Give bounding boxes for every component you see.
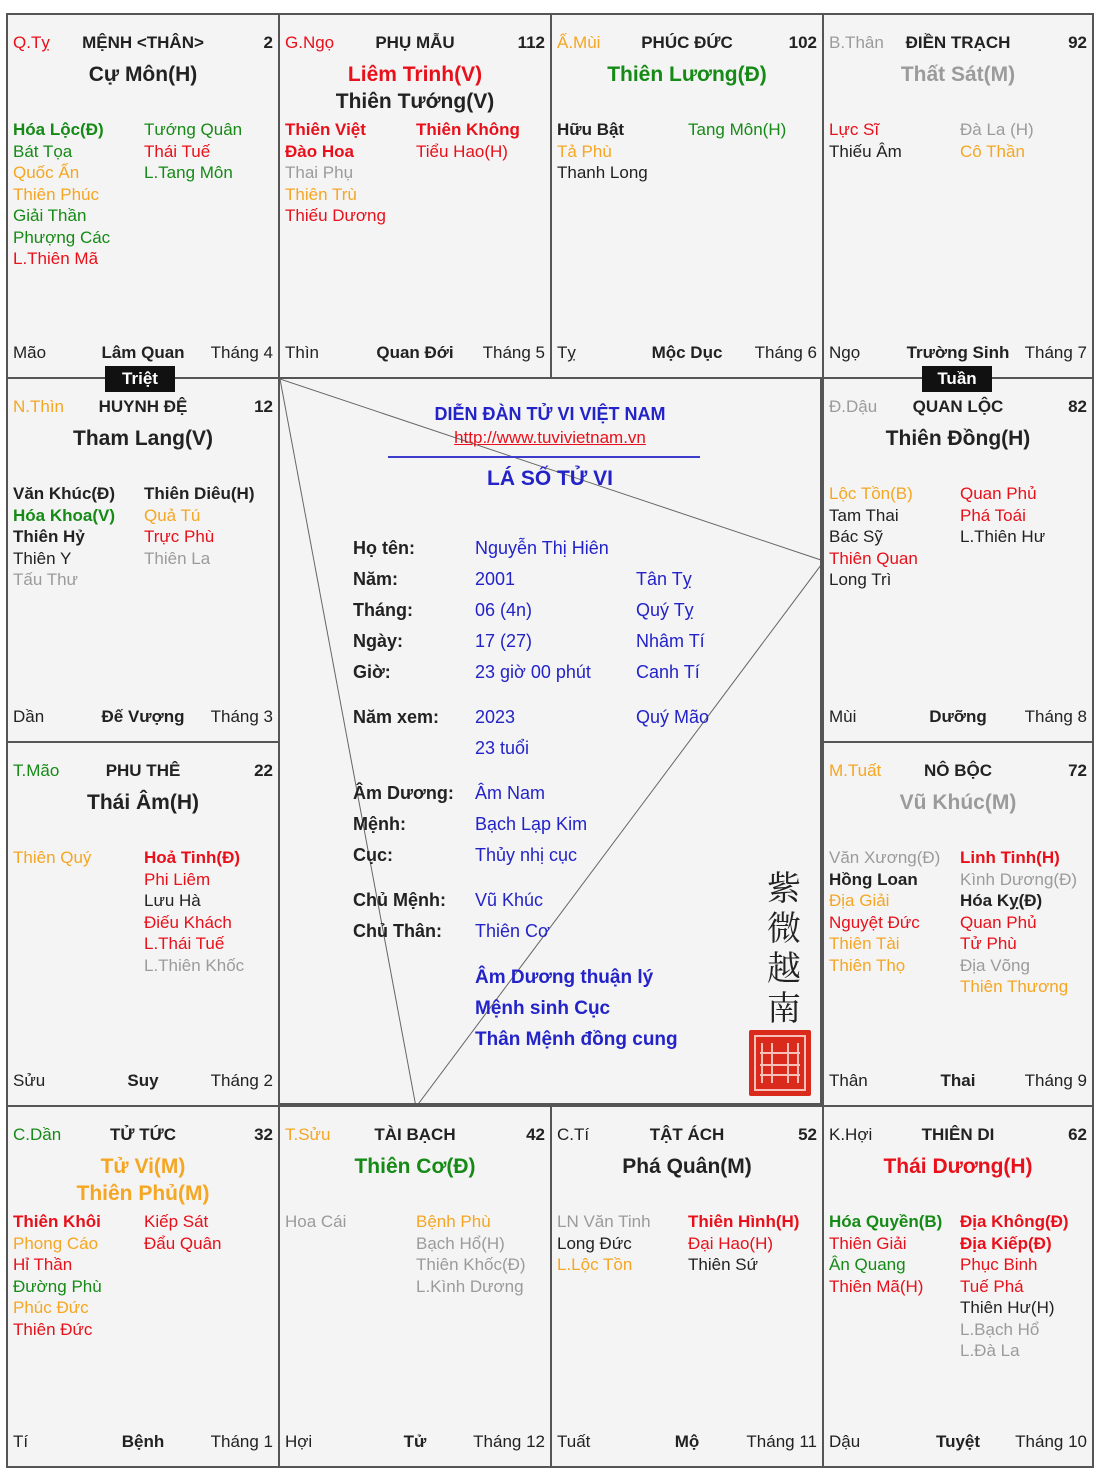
minor-star: Thiên Trù	[285, 184, 357, 204]
minor-star: Ân Quang	[829, 1255, 906, 1274]
life-stage: Đế Vượng	[101, 707, 185, 726]
value-gio: 23 giờ 00 phút	[475, 662, 591, 682]
life-stage: Mộc Dục	[651, 343, 723, 362]
palace-header	[13, 1125, 273, 1147]
palace-age: 112	[517, 33, 545, 52]
minor-stars-left	[829, 1211, 942, 1297]
palace-footer	[13, 343, 273, 365]
minor-star: Hóa Quyền(B)	[829, 1212, 943, 1231]
minor-star: L.Kình Dương	[416, 1276, 524, 1296]
minor-star: Phá Toái	[960, 505, 1026, 525]
main-star: Thiên Cơ(Đ)	[354, 1155, 476, 1178]
minor-star: Hóa Khoa(V)	[13, 505, 115, 525]
glyph-viet: 越	[767, 949, 801, 989]
palace-can-chi: T.Mão	[13, 761, 60, 780]
glyph-tu: 紫	[767, 869, 801, 909]
minor-star: Thiên Hư(H)	[960, 1298, 1055, 1317]
main-stars	[824, 425, 1092, 452]
minor-star: Kiếp Sát	[144, 1212, 209, 1231]
minor-stars-left	[13, 483, 115, 591]
minor-star: Quốc Ấn	[13, 163, 80, 182]
minor-star: L.Lộc Tồn	[557, 1255, 633, 1274]
palace-footer	[557, 343, 817, 365]
minor-star: Thiên Diêu(H)	[144, 484, 255, 503]
minor-star: Thai Phụ	[285, 163, 354, 182]
palace-can-chi: K.Hợi	[829, 1125, 873, 1144]
palace-footer	[829, 707, 1087, 729]
main-star: Thái Dương(H)	[883, 1155, 1033, 1178]
palace-cell	[822, 13, 1094, 379]
palace-name: TỬ TỨC	[110, 1125, 176, 1144]
main-stars	[8, 61, 278, 88]
palace-branch: Sửu	[13, 1071, 46, 1090]
palace-month: Tháng 10	[1015, 1432, 1087, 1451]
minor-star: Thiên Sứ	[688, 1255, 758, 1274]
minor-star: Thanh Long	[557, 163, 648, 182]
palace-month: Tháng 12	[473, 1432, 545, 1451]
minor-stars-right	[960, 1211, 1069, 1362]
minor-star: Văn Khúc(Đ)	[13, 484, 115, 503]
palace-can-chi: M.Tuất	[829, 761, 882, 780]
value-tuoi: 23 tuổi	[475, 738, 530, 758]
minor-star: Tướng Quân	[144, 120, 243, 139]
minor-star: Điếu Khách	[144, 912, 232, 932]
palace-branch: Hợi	[285, 1432, 313, 1451]
palace-age: 12	[254, 397, 273, 416]
minor-star: Thiên Y	[13, 548, 72, 568]
main-star: Thiên Phủ(M)	[76, 1182, 210, 1205]
palace-header	[285, 1125, 545, 1147]
life-stage: Dưỡng	[929, 707, 987, 726]
life-stage: Suy	[127, 1071, 159, 1090]
palace-branch: Mùi	[829, 707, 857, 726]
forum-url[interactable]: http://www.tuvivietnam.vn	[454, 428, 646, 447]
main-star: Thái Âm(H)	[87, 791, 199, 814]
minor-star: Hóa Lộc(Đ)	[13, 120, 104, 139]
palace-branch: Dậu	[829, 1432, 861, 1451]
minor-stars-left	[557, 1211, 651, 1276]
palace-cell	[6, 377, 280, 743]
palace-age: 82	[1068, 397, 1087, 416]
title-divider	[388, 456, 700, 458]
minor-star: Thiên La	[144, 548, 211, 568]
minor-star: L.Thiên Khốc	[144, 955, 245, 975]
label-am-duong: Âm Dương:	[353, 783, 454, 803]
minor-star: Địa Võng	[960, 955, 1030, 975]
minor-star: Lực Sĩ	[829, 120, 880, 139]
minor-star: Địa Giải	[829, 891, 890, 910]
palace-age: 22	[254, 761, 273, 780]
minor-star: Thiên Khốc(Đ)	[416, 1255, 526, 1274]
minor-stars-left	[829, 483, 918, 591]
palace-age: 2	[263, 33, 273, 52]
minor-stars-left	[557, 119, 648, 184]
palace-branch: Dần	[13, 707, 45, 726]
minor-star: Quan Phủ	[960, 484, 1037, 503]
minor-star: Hồng Loan	[829, 869, 918, 889]
main-star: Cự Môn(H)	[88, 63, 198, 86]
minor-star: Bạch Hổ(H)	[416, 1233, 505, 1253]
minor-star: Kình Dương(Đ)	[960, 869, 1078, 889]
minor-stars-right	[416, 1211, 526, 1297]
palace-can-chi: N.Thìn	[13, 397, 65, 416]
life-stage: Tuyệt	[935, 1432, 981, 1451]
main-star: Phá Quân(M)	[622, 1155, 752, 1178]
minor-star: Thiếu Dương	[285, 206, 386, 225]
palace-cell	[278, 13, 552, 379]
palace-age: 32	[254, 1125, 273, 1144]
minor-star: Đào Hoa	[285, 141, 354, 161]
palace-branch: Thìn	[285, 343, 320, 362]
minor-star: Đà La (H)	[960, 120, 1034, 139]
minor-stars-right	[960, 119, 1034, 162]
main-stars	[8, 425, 278, 452]
minor-stars-left	[285, 119, 386, 227]
palace-name: PHÚC ĐỨC	[641, 33, 733, 52]
minor-star: L.Thái Tuế	[144, 934, 225, 953]
chart-center	[278, 377, 822, 1105]
main-stars	[280, 1153, 550, 1180]
palace-age: 72	[1068, 761, 1087, 780]
palace-header	[285, 33, 545, 55]
palace-name: PHU THÊ	[105, 761, 181, 780]
minor-star: Thiên Khôi	[13, 1212, 101, 1231]
label-ngay: Ngày:	[353, 631, 404, 651]
palace-month: Tháng 4	[210, 343, 273, 362]
minor-stars-left	[829, 119, 902, 162]
palace-branch: Mão	[13, 343, 47, 362]
palace-branch: Ngọ	[829, 343, 861, 362]
minor-star: Tang Môn(H)	[688, 120, 787, 139]
palace-month: Tháng 7	[1024, 343, 1087, 362]
palace-header	[829, 397, 1087, 419]
value-nam-can: Tân Tỵ	[636, 569, 692, 589]
palace-footer	[285, 1432, 545, 1454]
label-menh: Mệnh:	[353, 814, 406, 834]
tuvi-chart	[6, 13, 1094, 1468]
value-thang-can: Quý Tỵ	[636, 600, 694, 620]
minor-star: L.Thiên Mã	[13, 249, 99, 268]
minor-stars-right	[144, 119, 242, 184]
minor-star: Thiên Phúc	[13, 184, 99, 204]
palace-header	[13, 397, 273, 419]
palace-branch: Tí	[13, 1432, 29, 1451]
palace-name: ĐIỀN TRẠCH	[905, 33, 1011, 52]
palace-footer	[829, 343, 1087, 365]
label-ho-ten: Họ tên:	[353, 538, 415, 558]
main-star: Thiên Tướng(V)	[335, 90, 495, 113]
palace-can-chi: T.Sửu	[285, 1125, 331, 1144]
main-stars	[8, 789, 278, 816]
label-cuc: Cục:	[353, 845, 393, 865]
minor-star: Long Đức	[557, 1233, 632, 1253]
palace-can-chi: C.Tí	[557, 1125, 590, 1144]
minor-star: Phi Liêm	[144, 869, 211, 889]
value-ho-ten: Nguyễn Thị Hiên	[475, 538, 609, 558]
palace-name: TẬT ÁCH	[649, 1125, 725, 1144]
minor-star: Phúc Đức	[13, 1298, 89, 1317]
palace-footer	[829, 1071, 1087, 1093]
main-star: Liêm Trinh(V)	[347, 63, 483, 86]
palace-name: TÀI BẠCH	[374, 1125, 456, 1144]
palace-header	[829, 33, 1087, 55]
label-chu-menh: Chủ Mệnh:	[353, 890, 446, 910]
palace-month: Tháng 6	[754, 343, 817, 362]
palace-branch: Thân	[829, 1071, 868, 1090]
minor-stars-right	[688, 1211, 799, 1276]
minor-star: Tấu Thư	[13, 570, 78, 589]
minor-star: Phục Binh	[960, 1255, 1038, 1274]
triet-badge: Triệt	[105, 366, 175, 392]
note-than-menh: Thân Mệnh đồng cung	[475, 1029, 678, 1050]
minor-star: Hoa Cái	[285, 1212, 347, 1231]
minor-stars-left	[13, 847, 91, 869]
minor-star: L.Tang Môn	[144, 163, 233, 182]
minor-star: Tam Thai	[829, 505, 899, 525]
palace-age: 42	[526, 1125, 545, 1144]
palace-month: Tháng 3	[210, 707, 273, 726]
main-stars	[824, 789, 1092, 816]
palace-footer	[557, 1432, 817, 1454]
palace-header	[829, 761, 1087, 783]
minor-stars-right	[960, 847, 1077, 998]
value-cuc: Thủy nhị cục	[475, 845, 578, 865]
tuan-badge: Tuần	[922, 366, 992, 392]
palace-footer	[285, 343, 545, 365]
palace-month: Tháng 8	[1024, 707, 1087, 726]
minor-star: L.Đà La	[960, 1341, 1020, 1360]
palace-month: Tháng 5	[482, 343, 545, 362]
palace-cell	[6, 1105, 280, 1468]
main-stars	[824, 61, 1092, 88]
value-am-duong: Âm Nam	[475, 783, 546, 803]
palace-branch: Tuất	[557, 1432, 591, 1451]
minor-star: Tiểu Hao(H)	[416, 141, 508, 161]
minor-star: Quả Tú	[144, 505, 201, 525]
palace-month: Tháng 1	[210, 1432, 273, 1451]
main-star: Thiên Lương(Đ)	[607, 63, 767, 86]
minor-star: Thiên Hỷ	[13, 527, 85, 546]
palace-header	[829, 1125, 1087, 1147]
palace-can-chi: Q.Tỵ	[13, 33, 50, 52]
palace-can-chi: Đ.Dậu	[829, 397, 878, 416]
palace-name: THIÊN DI	[921, 1125, 995, 1144]
main-star: Tham Lang(V)	[73, 427, 213, 450]
palace-cell	[822, 1105, 1094, 1468]
value-nam: 2001	[475, 569, 516, 589]
palace-age: 52	[798, 1125, 817, 1144]
label-gio: Giờ:	[353, 662, 391, 682]
minor-star: L.Bạch Hổ	[960, 1319, 1040, 1339]
minor-star: Tả Phù	[557, 141, 612, 161]
value-gio-can: Canh Tí	[636, 662, 700, 682]
palace-name: NÔ BỘC	[924, 761, 992, 780]
palace-cell	[6, 741, 280, 1107]
value-nam-xem: 2023	[475, 707, 516, 727]
main-stars	[8, 1153, 278, 1207]
minor-stars-right	[688, 119, 786, 141]
palace-header	[557, 33, 817, 55]
label-nam-xem: Năm xem:	[353, 707, 440, 727]
palace-header	[13, 761, 273, 783]
main-star: Tử Vi(M)	[100, 1155, 186, 1178]
minor-star: Đẩu Quân	[144, 1233, 222, 1253]
minor-stars-right	[416, 119, 520, 162]
palace-cell	[550, 1105, 824, 1468]
note-menh-cuc: Mệnh sinh Cục	[475, 998, 611, 1019]
palace-cell	[6, 13, 280, 379]
minor-star: L.Thiên Hư	[960, 527, 1046, 546]
minor-star: Địa Không(Đ)	[960, 1212, 1069, 1231]
palace-footer	[13, 707, 273, 729]
minor-star: Tuế Phá	[960, 1276, 1024, 1296]
palace-can-chi: Ấ.Mùi	[557, 33, 601, 52]
main-star: Thiên Đồng(H)	[885, 427, 1031, 450]
minor-star: Thiên Tài	[829, 934, 900, 953]
minor-star: Thiên Hình(H)	[688, 1212, 800, 1231]
palace-cell	[822, 377, 1094, 743]
palace-name: MỆNH <THÂN>	[82, 33, 204, 52]
palace-cell	[822, 741, 1094, 1107]
palace-cell	[550, 13, 824, 379]
palace-age: 102	[788, 33, 817, 52]
palace-age: 92	[1068, 33, 1087, 52]
minor-star: Thiên Giải	[829, 1233, 907, 1253]
palace-header	[13, 33, 273, 55]
palace-branch: Tỵ	[557, 343, 576, 362]
value-menh: Bạch Lạp Kim	[475, 814, 588, 834]
minor-star: Lưu Hà	[144, 891, 201, 910]
minor-star: Thiên Đức	[13, 1319, 93, 1339]
minor-stars-left	[13, 119, 110, 270]
palace-age: 62	[1068, 1125, 1087, 1144]
main-stars	[824, 1153, 1092, 1180]
value-chu-than: Thiên Cơ	[475, 921, 550, 941]
minor-star: Giải Thần	[13, 206, 87, 225]
note-am-duong: Âm Dương thuận lý	[475, 967, 654, 988]
minor-star: Hóa Kỵ(Đ)	[960, 891, 1043, 910]
minor-star: Quan Phủ	[960, 912, 1037, 932]
palace-name: HUYNH ĐỆ	[98, 397, 188, 416]
palace-name: QUAN LỘC	[912, 397, 1004, 416]
glyph-vi: 微	[767, 909, 801, 949]
life-stage: Quan Đới	[376, 343, 454, 362]
minor-stars-right	[960, 483, 1045, 548]
minor-star: Linh Tinh(H)	[960, 848, 1060, 867]
minor-star: Tử Phù	[960, 934, 1017, 953]
minor-stars-left	[829, 847, 940, 976]
label-thang: Tháng:	[353, 600, 413, 620]
life-stage: Mộ	[674, 1432, 700, 1451]
minor-star: Bệnh Phù	[416, 1212, 491, 1231]
palace-month: Tháng 11	[746, 1432, 817, 1451]
value-chu-menh: Vũ Khúc	[475, 890, 544, 910]
minor-star: Địa Kiếp(Đ)	[960, 1233, 1052, 1253]
minor-star: Trực Phù	[144, 527, 215, 546]
minor-star: Phượng Các	[13, 227, 111, 247]
minor-star: Bác Sỹ	[829, 527, 883, 546]
palace-footer	[13, 1071, 273, 1093]
palace-can-chi: G.Ngọ	[285, 33, 335, 52]
label-chu-than: Chủ Thân:	[353, 921, 442, 941]
palace-name: PHỤ MẪU	[375, 33, 455, 52]
value-ngay-can: Nhâm Tí	[636, 631, 705, 651]
minor-star: Thiên Không	[416, 120, 520, 139]
life-stage: Lâm Quan	[101, 343, 185, 362]
minor-star: Thiên Mã(H)	[829, 1276, 924, 1296]
minor-stars-right	[144, 1211, 222, 1254]
life-stage: Tử	[403, 1432, 427, 1451]
minor-star: Thiếu Âm	[829, 141, 902, 161]
minor-stars-right	[144, 483, 255, 569]
palace-cell	[278, 1105, 552, 1468]
palace-month: Tháng 9	[1024, 1071, 1087, 1090]
palace-header	[557, 1125, 817, 1147]
life-stage: Trường Sinh	[906, 343, 1010, 362]
palace-can-chi: C.Dần	[13, 1125, 62, 1144]
value-ngay: 17 (27)	[475, 631, 533, 651]
minor-stars-right	[144, 847, 244, 976]
minor-star: Nguyệt Đức	[829, 912, 920, 932]
minor-star: Lộc Tồn(B)	[829, 484, 913, 503]
red-seal-icon	[748, 1029, 812, 1097]
forum-title: DIỄN ĐÀN TỬ VI VIỆT NAM	[434, 404, 666, 424]
minor-star: Hữu Bật	[557, 120, 625, 139]
minor-star: Đại Hao(H)	[688, 1233, 774, 1253]
main-stars	[552, 1153, 822, 1180]
main-stars	[552, 61, 822, 88]
minor-star: Văn Xương(Đ)	[829, 848, 941, 867]
minor-star: Thiên Thọ	[829, 955, 906, 975]
minor-star: Cô Thần	[960, 141, 1025, 161]
minor-star: Thiên Quan	[829, 548, 918, 568]
main-stars	[280, 61, 550, 115]
life-stage: Thai	[940, 1071, 976, 1090]
minor-star: Hỉ Thần	[13, 1255, 73, 1274]
minor-star: Thiên Quý	[13, 848, 92, 867]
minor-star: Phong Cáo	[13, 1233, 99, 1253]
palace-footer	[13, 1432, 273, 1454]
chart-subtitle: LÁ SỐ TỬ VI	[487, 467, 613, 490]
minor-star: Thiên Việt	[285, 120, 366, 139]
main-star: Vũ Khúc(M)	[899, 791, 1017, 814]
value-thang: 06 (4n)	[475, 600, 533, 620]
palace-month: Tháng 2	[210, 1071, 273, 1090]
minor-star: Thái Tuế	[144, 141, 211, 161]
minor-star: Long Trì	[829, 570, 892, 589]
minor-star: Đường Phù	[13, 1276, 102, 1296]
label-nam: Năm:	[353, 569, 399, 589]
palace-can-chi: B.Thân	[829, 33, 884, 52]
minor-stars-left	[13, 1211, 102, 1340]
glyph-nam: 南	[767, 989, 801, 1029]
main-star: Thất Sát(M)	[900, 63, 1016, 86]
minor-star: Thiên Thương	[960, 977, 1069, 996]
value-nam-xem-can: Quý Mão	[636, 707, 710, 727]
life-stage: Bệnh	[121, 1432, 165, 1451]
minor-stars-left	[285, 1211, 346, 1233]
minor-star: Hoả Tinh(Đ)	[144, 848, 241, 867]
minor-star: LN Văn Tinh	[557, 1212, 651, 1231]
palace-footer	[829, 1432, 1087, 1454]
minor-star: Bát Tọa	[13, 141, 73, 161]
